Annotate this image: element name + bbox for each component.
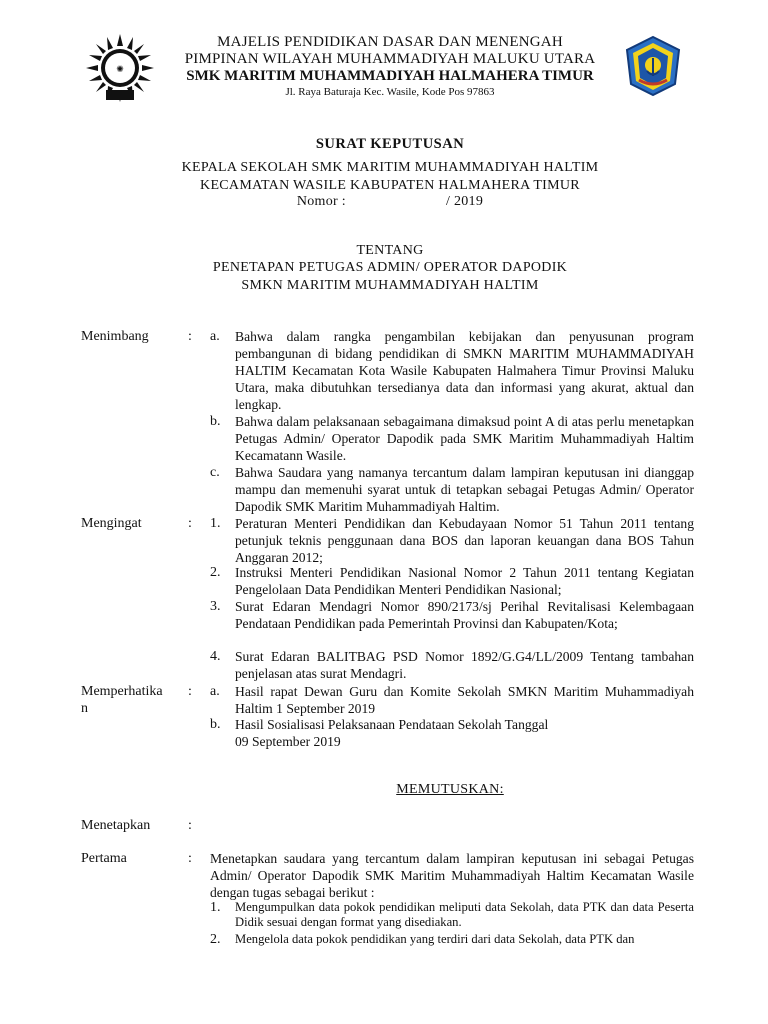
mengingat-marker-3: 3. bbox=[210, 599, 221, 614]
mengingat-item-1: Peraturan Menteri Pendidikan dan Kebudayaan Nomor 51 Tahun 2011 tentang petunjuk teknis penggunaan dana BOS dan laporan keuangan dana BOS Tahun Anggaran 2012; bbox=[235, 516, 694, 565]
memperhatikan-label-line-2: n bbox=[81, 701, 88, 716]
menetapkan-colon: : bbox=[188, 818, 192, 833]
mengingat-marker-4: 4. bbox=[210, 649, 221, 664]
document-number bbox=[110, 194, 670, 210]
menimbang-label: Menimbang bbox=[81, 329, 149, 344]
nomor-year: / 2019 bbox=[445, 194, 484, 209]
menimbang-item-b: Bahwa dalam pelaksanaan sebagaimana dimaksud point A di atas perlu menetapkan Petugas Admin/ Operator Dapodik pada SMK Maritim Muhammadiyah Haltim Kecamatann Wasile. bbox=[235, 414, 694, 463]
subject-line-1: PENETAPAN PETUGAS ADMIN/ OPERATOR DAPODIK bbox=[212, 260, 568, 275]
pertama-marker-1: 1. bbox=[210, 900, 221, 915]
pertama-marker-2: 2. bbox=[210, 932, 221, 947]
muhammadiyah-logo-icon bbox=[84, 32, 156, 104]
pertama-item-2: Mengelola data pokok pendidikan yang terdiri dari data Sekolah, data PTK dan bbox=[235, 932, 635, 946]
pertama-item-1: Mengumpulkan data pokok pendidikan meliputi data Sekolah, data PTK dan data Peserta Didik sesuai dengan format yang disediakan. bbox=[235, 900, 694, 929]
pertama-colon: : bbox=[188, 851, 192, 866]
memperhatikan-marker-b: b. bbox=[210, 717, 221, 732]
menetapkan-label: Menetapkan bbox=[81, 818, 151, 833]
tentang-heading: TENTANG bbox=[356, 243, 424, 258]
memperhatikan-colon: : bbox=[188, 684, 192, 699]
menimbang-item-c: Bahwa Saudara yang namanya tercantum dalam lampiran keputusan ini dianggap mampu dan memenuhi syarat untuk di tetapkan sebagai Petugas Admin/ Operator Dapodik SMK Maritim Muhammadiyah Haltim. bbox=[235, 465, 694, 514]
letterhead-school-name: SMK MARITIM MUHAMMADIYAH HALMAHERA TIMUR bbox=[186, 68, 594, 84]
letterhead-line-1: MAJELIS PENDIDIKAN DASAR DAN MENENGAH bbox=[217, 34, 563, 50]
mengingat-marker-1: 1. bbox=[210, 516, 221, 531]
document-title: SURAT KEPUTUSAN bbox=[315, 136, 465, 152]
mengingat-item-3: Surat Edaran Mendagri Nomor 890/2173/sj Perihal Revitalisasi Kelembagaan Pendataan Pendidikan pada Pemerintah Provinsi dan Kabupaten/Kota; bbox=[235, 599, 694, 631]
mengingat-item-4: Surat Edaran BALITBAG PSD Nomor 1892/G.G4/LL/2009 Tentang tambahan penjelasan atas surat Mendagri. bbox=[235, 649, 694, 681]
menimbang-marker-b: b. bbox=[210, 414, 221, 429]
letterhead-address: Jl. Raya Baturaja Kec. Wasile, Kode Pos 97863 bbox=[285, 86, 495, 98]
menimbang-item-a: Bahwa dalam rangka pengambilan kebijakan dan penyusunan program pembangunan di bidang pendidikan di SMKN MARITIM MUHAMMADIYAH HALTIM Kecamatan Kota Wasile Kabupaten Halmahera Timur Provinsi Maluku Utara, maka dibutuhkan tersedianya data dan informasi yang akurat, aktual dan lengkap. bbox=[235, 329, 694, 412]
mengingat-label: Mengingat bbox=[81, 516, 142, 531]
pertama-text: Menetapkan saudara yang tercantum dalam lampiran keputusan ini sebagai Petugas Admin/ Operator Dapodik SMK Maritim Muhammadiyah Haltim Kecamatan Wasile dengan tugas sebagai berikut : bbox=[210, 851, 694, 900]
nomor-label: Nomor : bbox=[296, 194, 346, 209]
memperhatikan-marker-a: a. bbox=[210, 684, 220, 699]
mengingat-item-2: Instruksi Menteri Pendidikan Nasional Nomor 2 Tahun 2011 tentang Kegiatan Pengelolaan Data Pendidikan Menteri Pendidikan Nasional; bbox=[235, 565, 694, 597]
svg-text:✺: ✺ bbox=[116, 65, 124, 75]
memperhatikan-item-b-line-1: Hasil Sosialisasi Pelaksanaan Pendataan Sekolah Tanggal bbox=[235, 717, 549, 732]
mengingat-colon: : bbox=[188, 516, 192, 531]
mengingat-marker-2: 2. bbox=[210, 565, 221, 580]
regency-emblem-icon bbox=[621, 34, 685, 98]
subject-line-2: SMKN MARITIM MUHAMMADIYAH HALTIM bbox=[241, 278, 539, 293]
memperhatikan-item-b-line-2: 09 September 2019 bbox=[235, 734, 341, 749]
memperhatikan-label-line-1: Memperhatika bbox=[81, 684, 163, 699]
issuer-line-2: KECAMATAN WASILE KABUPATEN HALMAHERA TIMUR bbox=[200, 178, 580, 193]
issuer-line-1: KEPALA SEKOLAH SMK MARITIM MUHAMMADIYAH HALTIM bbox=[181, 160, 599, 175]
menimbang-marker-a: a. bbox=[210, 329, 220, 344]
memutuskan-heading: MEMUTUSKAN: bbox=[396, 782, 504, 797]
menimbang-colon: : bbox=[188, 329, 192, 344]
menimbang-marker-c: c. bbox=[210, 465, 220, 480]
memperhatikan-item-a: Hasil rapat Dewan Guru dan Komite Sekolah SMKN Maritim Muhammadiyah Haltim 1 September 2019 bbox=[235, 684, 694, 716]
pertama-label: Pertama bbox=[81, 851, 127, 866]
letterhead-line-2: PIMPINAN WILAYAH MUHAMMADIYAH MALUKU UTARA bbox=[184, 51, 596, 67]
